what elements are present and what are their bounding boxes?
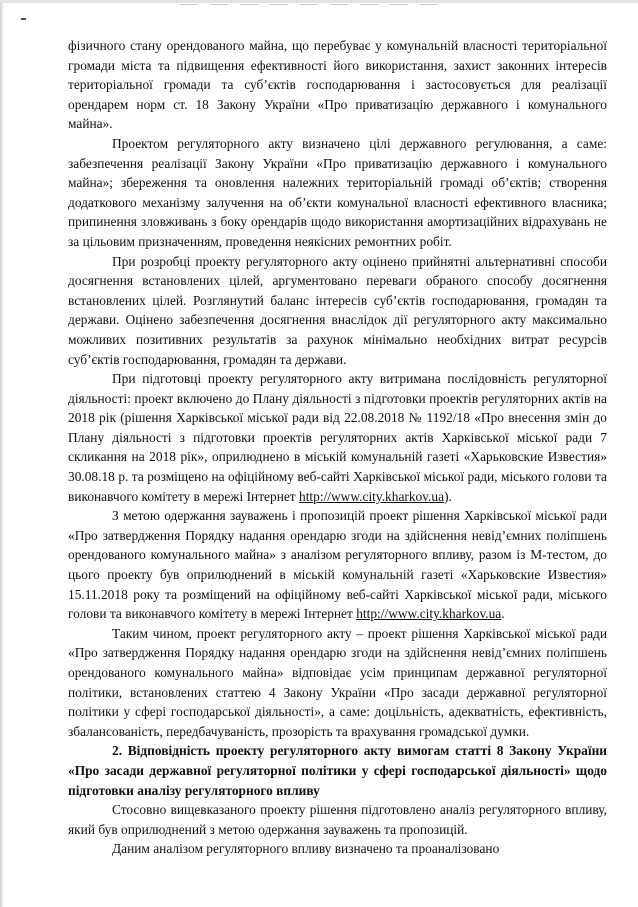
scan-top-mark	[180, 4, 440, 5]
document-page	[68, 36, 607, 859]
section-heading: 2. Відповідність проекту регуляторного акту вимогам статті 8 Закону України «Про засади державної регуляторної політики у сфері господарської діяльності» щодо підготовки аналізу регуляторного впливу	[68, 743, 607, 798]
paragraph-4-text: При підготовці проекту регуляторного акту витримана послідовність регуляторної діяльності: проект включено до Плану діяльності з підготовки проектів регуляторних актів на 2018 рік (рішення Харківської міської ради від 22.08.2018 № 1192/18 «Про внесення змін до Плану діяльності з підготовки проектів регуляторних актів Харківської міської ради 7 скликання на 2018 рік», оприлюднено в міській комунальній газеті «Харьковские Известия» 30.08.18 р. та розміщено на офіційному веб-сайті Харківської міської ради, міського голови та виконавчого комітету в мережі Інтернет	[68, 371, 607, 504]
paragraph-4	[68, 369, 607, 506]
paragraph-1: фізичного стану орендованого майна, що перебуває у комунальній власності територіальної громади міста та підвищення ефективності його використання, захист законних інтересів територіальної громади та суб’єктів господарювання і застосовується для реалізації орендарем норм ст. 18 Закону України «Про приватизацію державного і комунального майна».	[68, 38, 607, 132]
paragraph-4-tail: ).	[444, 488, 452, 504]
paragraph-5-text: З метою одержання зауважень і пропозицій проект рішення Харківської міської ради «Про затвердження Порядку надання орендарю згоди на здійснення невід’ємних поліпшень орендованого комунального майна» з аналізом регуляторного впливу, разом із М-тестом, до цього проекту був оприлюднений в міській комунальній газеті «Харьковские Известия» 15.11.2018 року та розміщений на офіційному веб-сайті Харківської міської ради, міського голови та виконавчого комітету в мережі Інтернет	[68, 508, 607, 622]
city-website-link[interactable]: http://www.city.kharkov.ua	[299, 488, 445, 504]
scan-side-tick	[21, 18, 26, 20]
scan-edge-top	[0, 0, 638, 3]
scan-edge-left	[0, 0, 4, 907]
paragraph-8: Даним аналізом регуляторного впливу визначено та проаналізовано	[112, 841, 500, 857]
paragraph-3: При розробці проекту регуляторного акту оцінено прийнятні альтернативні способи досягнення встановлених цілей, аргументовано переваги обраного способу досягнення встановлених цілей. Розглянутий баланс інтересів суб’єктів господарювання, громадян та держави. Оцінено забезпечення досягнення внаслідок дії регуляторного акту максимально можливих позитивних результатів за рахунок мінімально необхідних витрат ресурсів суб’єктів господарювання, громадян та держави.	[68, 253, 607, 367]
paragraph-6: Таким чином, проект регуляторного акту – проект рішення Харківської міської ради «Про затвердження Порядку надання орендарю згоди на здійснення невід’ємних поліпшень орендованого комунального майна» відповідає усім принципам державної регуляторної політики, встановлених статтею 4 Закону України «Про засади державної регуляторної політики у сфері господарської діяльності», а саме: доцільність, адекватність, ефективність, збалансованість, передбачуваність, прозорість та врахування громадської думки.	[68, 625, 607, 739]
paragraph-7: Стосовно вищевказаного проекту рішення підготовлено аналіз регуляторного впливу, який був оприлюднений з метою одержання зауважень та пропозицій.	[68, 802, 607, 837]
city-website-link[interactable]: http://www.city.kharkov.ua	[356, 606, 502, 622]
paragraph-2: Проектом регуляторного акту визначено цілі державного регулювання, а саме: забезпечення реалізації Закону України «Про приватизацію державного і комунального майна»; збереження та оновлення належних територіальній громаді об’єктів; створення додаткового механізму залучення на об’єкти комунальної власності ефективного власника; припинення зловживань з боку орендарів щодо використання амортизаційних відрахувань не за цільовим призначенням, проведення неякісних ремонтних робіт.	[68, 135, 607, 249]
paragraph-5-tail: .	[501, 606, 505, 622]
paragraph-5	[68, 506, 607, 624]
